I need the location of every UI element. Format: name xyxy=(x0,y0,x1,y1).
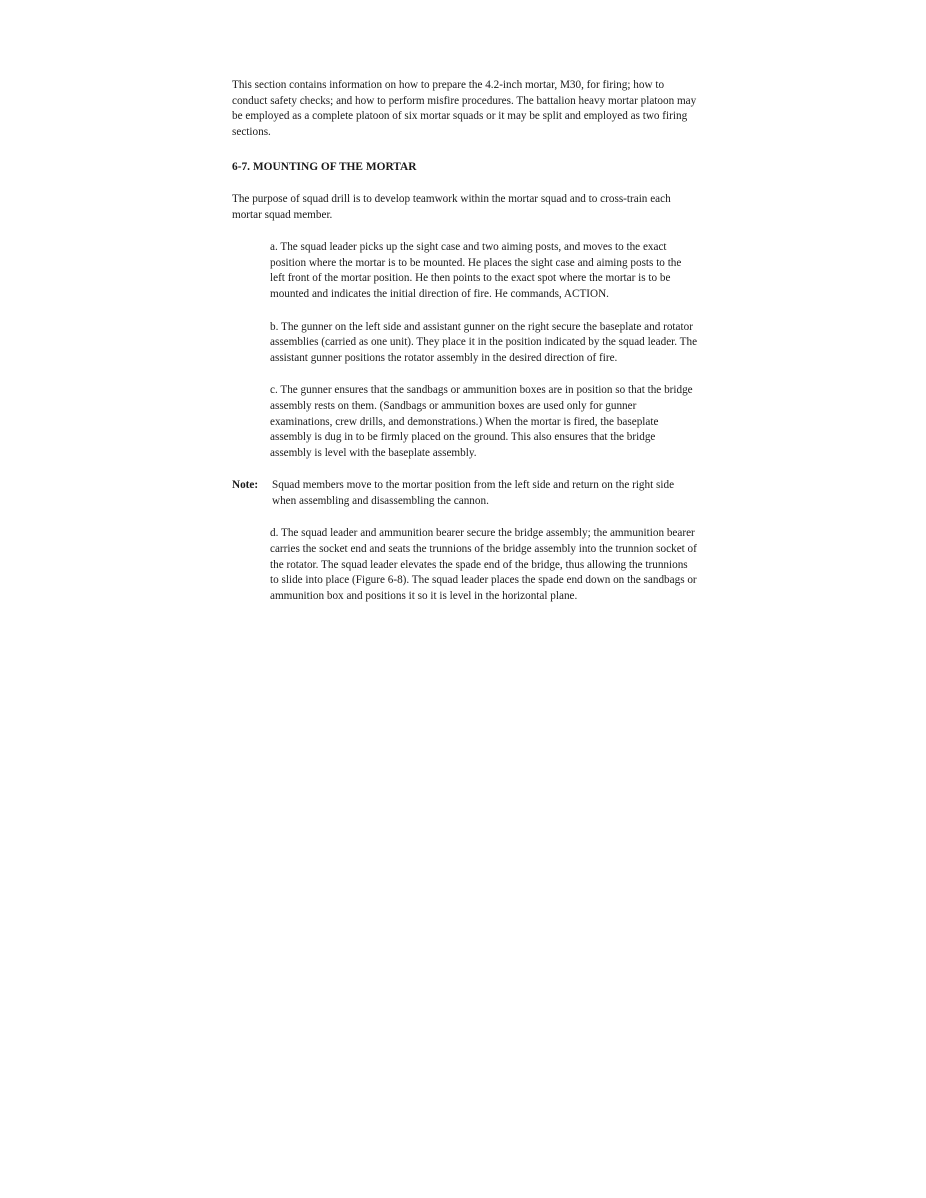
note-label: Note: xyxy=(232,479,259,492)
document-page xyxy=(232,78,700,621)
paragraph-d: d. The squad leader and ammunition bearer secure the bridge assembly; the ammunition bearer carries the socket end and seats the trunnions of the bridge assembly into the trunnion socket of the rotator. The squad leader elevates the spade end of the bridge, thus allowing the trunnions to slide into place (Figure 6-8). The squad leader places the spade end down on the sandbags or ammunition box and positions it so it is level in the horizontal plane. xyxy=(270,527,697,602)
lead-paragraph: The purpose of squad drill is to develop teamwork within the mortar squad and to cross-train each mortar squad member. xyxy=(232,192,671,221)
note-text: Squad members move to the mortar position from the left side and return on the right side when assembling and disassembling the cannon. xyxy=(272,479,675,507)
paragraph-a: a. The squad leader picks up the sight case and two aiming posts, and moves to the exact position where the mortar is to be mounted. He places the sight case and aiming posts to the left front of the mortar position. He then points to the exact spot where the mortar is to be mounted and indicates the initial direction of fire. He commands, ACTION. xyxy=(270,241,682,300)
note-block xyxy=(232,478,698,509)
paragraph-b: b. The gunner on the left side and assistant gunner on the right secure the baseplate and rotator assemblies (carried as one unit). They place it in the position indicated by the squad leader. The assistant gunner positions the rotator assembly in the desired direction of fire. xyxy=(270,320,698,364)
section-heading: 6-7. MOUNTING OF THE MORTAR xyxy=(232,161,417,174)
intro-paragraph: This section contains information on how to prepare the 4.2-inch mortar, M30, for firing; how to conduct safety checks; and how to perform misfire procedures. The battalion heavy mortar platoon may be employed as a complete platoon of six mortar squads or it may be split and employed as two firing sections. xyxy=(232,79,697,138)
paragraph-c: c. The gunner ensures that the sandbags or ammunition boxes are in position so that the bridge assembly rests on them. (Sandbags or ammunition boxes are used only for gunner examinations, crew drills, and demonstrations.) When the mortar is fired, the baseplate assembly is dug in to be firmly placed on the ground. This also ensures that the bridge assembly is level with the baseplate assembly. xyxy=(270,384,693,459)
